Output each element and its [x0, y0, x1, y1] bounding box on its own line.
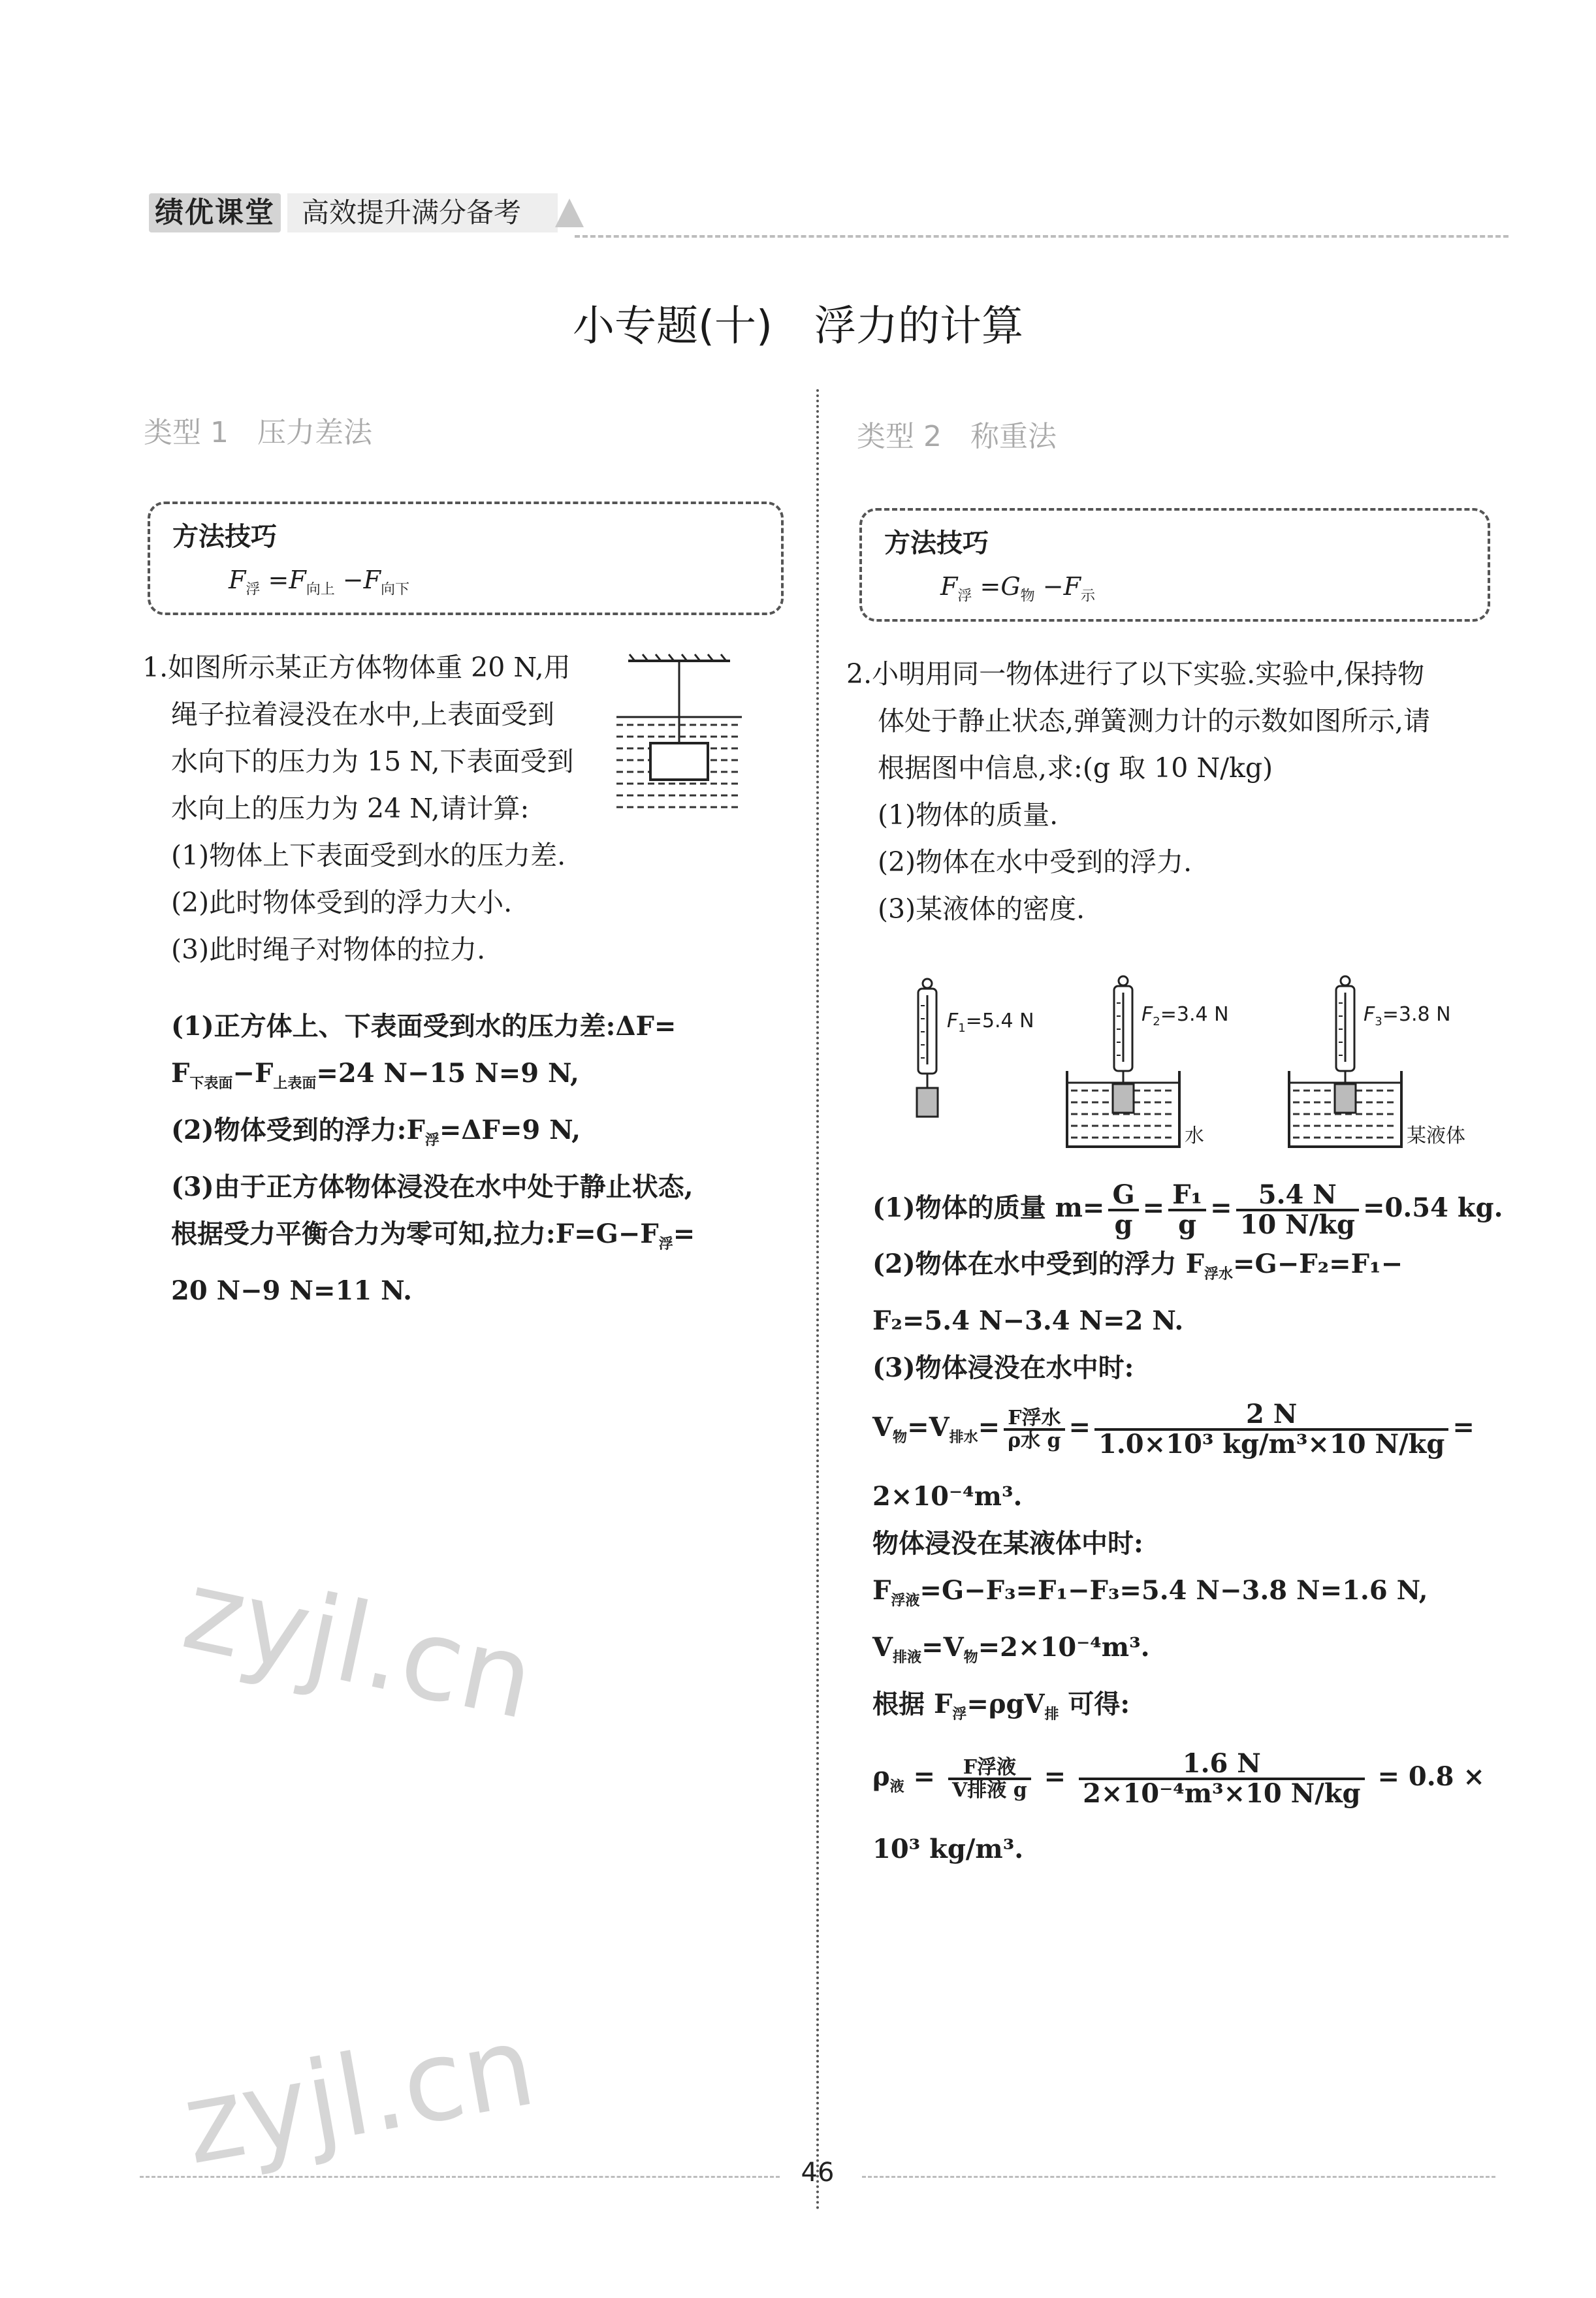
a2-3-density-line: $\rho_液$ = $\frac{\text{F浮液}}{\text{V排液 g}}$ = $\frac{1.6 N}{\text{2×10⁻⁴m³×10 N/kg}}$ = 0.8 × — [872, 1748, 1485, 1809]
page-title: 小专题(十) 浮力的计算 — [573, 302, 1023, 351]
footer-rule-right — [862, 2176, 1495, 2178]
a2-3-line: $V_{排液}=V_物=2\times 10^{-4}m^3$. — [872, 1632, 1150, 1666]
q2-line: 2.小明用同一物体进行了以下实验.实验中,保持物 — [846, 658, 1425, 690]
q2-line: 体处于静止状态,弹簧测力计的示数如图所示,请 — [878, 705, 1431, 737]
header-brand: 绩优课堂 — [149, 193, 281, 232]
header-rule — [575, 235, 1508, 238]
header-subtitle: 高效提升满分备考 — [287, 193, 558, 232]
q2-line: (2)物体在水中受到的浮力. — [878, 846, 1192, 878]
q2-line: (1)物体的质量. — [878, 799, 1059, 831]
answer-2 — [872, 1175, 1503, 1873]
right-type-label: 类型 2 称重法 — [857, 420, 1057, 453]
f1-label: $F_1=5.4$ N — [947, 1010, 1034, 1035]
a2-3-line: 物体浸没在某液体中时: — [872, 1528, 1143, 1559]
a1-line: $F_{下表面}-F_{上表面}=24$ N−15 N=9 N, — [171, 1058, 579, 1092]
a1-line: (1)正方体上、下表面受到水的压力差:ΔF= — [171, 1011, 677, 1042]
a2-3-line: (3)物体浸没在水中时: — [872, 1352, 1134, 1383]
q1-line: 水向下的压力为 15 N,下表面受到 — [171, 746, 574, 777]
liquid-label: 某液体 — [1407, 1125, 1465, 1147]
water-label: 水 — [1185, 1125, 1204, 1147]
question-2 — [846, 650, 1430, 933]
a2-3-volume-line: $V_物=V_{排水}=$ $\frac{\text{F浮水}}{\text{ρ水 g}}$ = $\frac{2 N}{\text{1.0×10³ kg/m³×10 N/kg}}$ = — [872, 1399, 1475, 1460]
left-type-label: 类型 1 压力差法 — [144, 416, 372, 449]
a2-line: (2)物体受到的浮力$:F_浮=\Delta F=9$ N, — [171, 1115, 581, 1149]
answer-1 — [171, 1003, 695, 1315]
right-method-box — [859, 508, 1490, 622]
watermark-top: zyjl.cn — [173, 1545, 545, 1745]
a3-line: 根据受力平衡合力为零可知,拉力$:F=G-F_浮=$ — [171, 1219, 695, 1253]
page-number: 46 — [801, 2158, 835, 2188]
figure-spring-scales — [895, 973, 1482, 1149]
q2-line: (3)某液体的密度. — [878, 893, 1085, 925]
f2-label: $F_2=3.4$ N — [1141, 1003, 1229, 1029]
a2-3-line: 10³ kg/m³. — [872, 1834, 1024, 1864]
footer-rule-left — [140, 2176, 780, 2178]
a3-line: (3)由于正方体物体浸没在水中处于静止状态, — [171, 1172, 694, 1202]
header-triangle-icon — [555, 199, 584, 227]
q1-line: (2)此时物体受到的浮力大小. — [171, 887, 513, 918]
a2-2-line: F₂=5.4 N−3.4 N=2 N. — [872, 1305, 1184, 1336]
a2-2-line: (2)物体在水中受到的浮力 $F_{浮水}=G-F_2=F_1-$ — [872, 1249, 1403, 1283]
q1-line: 1.如图所示某正方体物体重 20 N,用 — [142, 652, 571, 683]
column-divider — [816, 389, 819, 2211]
question-1 — [142, 644, 574, 973]
figure-cube-in-water — [614, 652, 744, 815]
a3-line: 20 N−9 N=11 N. — [171, 1275, 413, 1306]
a2-3-line: 根据 $F_浮=\rho gV_排$ 可得: — [872, 1689, 1130, 1723]
right-method-formula: $F_浮 =G_物 -F_示$ — [940, 572, 1095, 605]
q1-line: (1)物体上下表面受到水的压力差. — [171, 840, 566, 871]
q2-line: 根据图中信息,求:(g 取 10 N/kg) — [878, 752, 1273, 784]
right-method-title: 方法技巧 — [884, 528, 989, 558]
q1-line: 水向上的压力为 24 N,请计算: — [171, 793, 530, 824]
watermark-bottom: zyjl.cn — [174, 2001, 544, 2190]
a2-1-line: (1)物体的质量 m= $\frac{G}{g}$ = $\frac{\text{F₁}}{g}$ = $\frac{5.4 N}{10 N/kg}$ =0.54 kg. — [872, 1179, 1503, 1240]
left-method-title: 方法技巧 — [172, 522, 277, 552]
q1-line: 绳子拉着浸没在水中,上表面受到 — [171, 699, 555, 730]
q1-line: (3)此时绳子对物体的拉力. — [171, 934, 486, 965]
left-method-box — [148, 502, 784, 615]
f3-label: $F_3=3.8$ N — [1364, 1003, 1451, 1029]
a2-3-line: $F_{浮液}=G-F_3=F_1-F_3=5.4$ N−3.8 N=1.6 N, — [872, 1575, 1428, 1609]
a2-3-line: 2×10⁻⁴m³. — [872, 1481, 1023, 1512]
left-method-formula: $F_浮 =F_{向上} -F_{向下}$ — [229, 566, 410, 598]
